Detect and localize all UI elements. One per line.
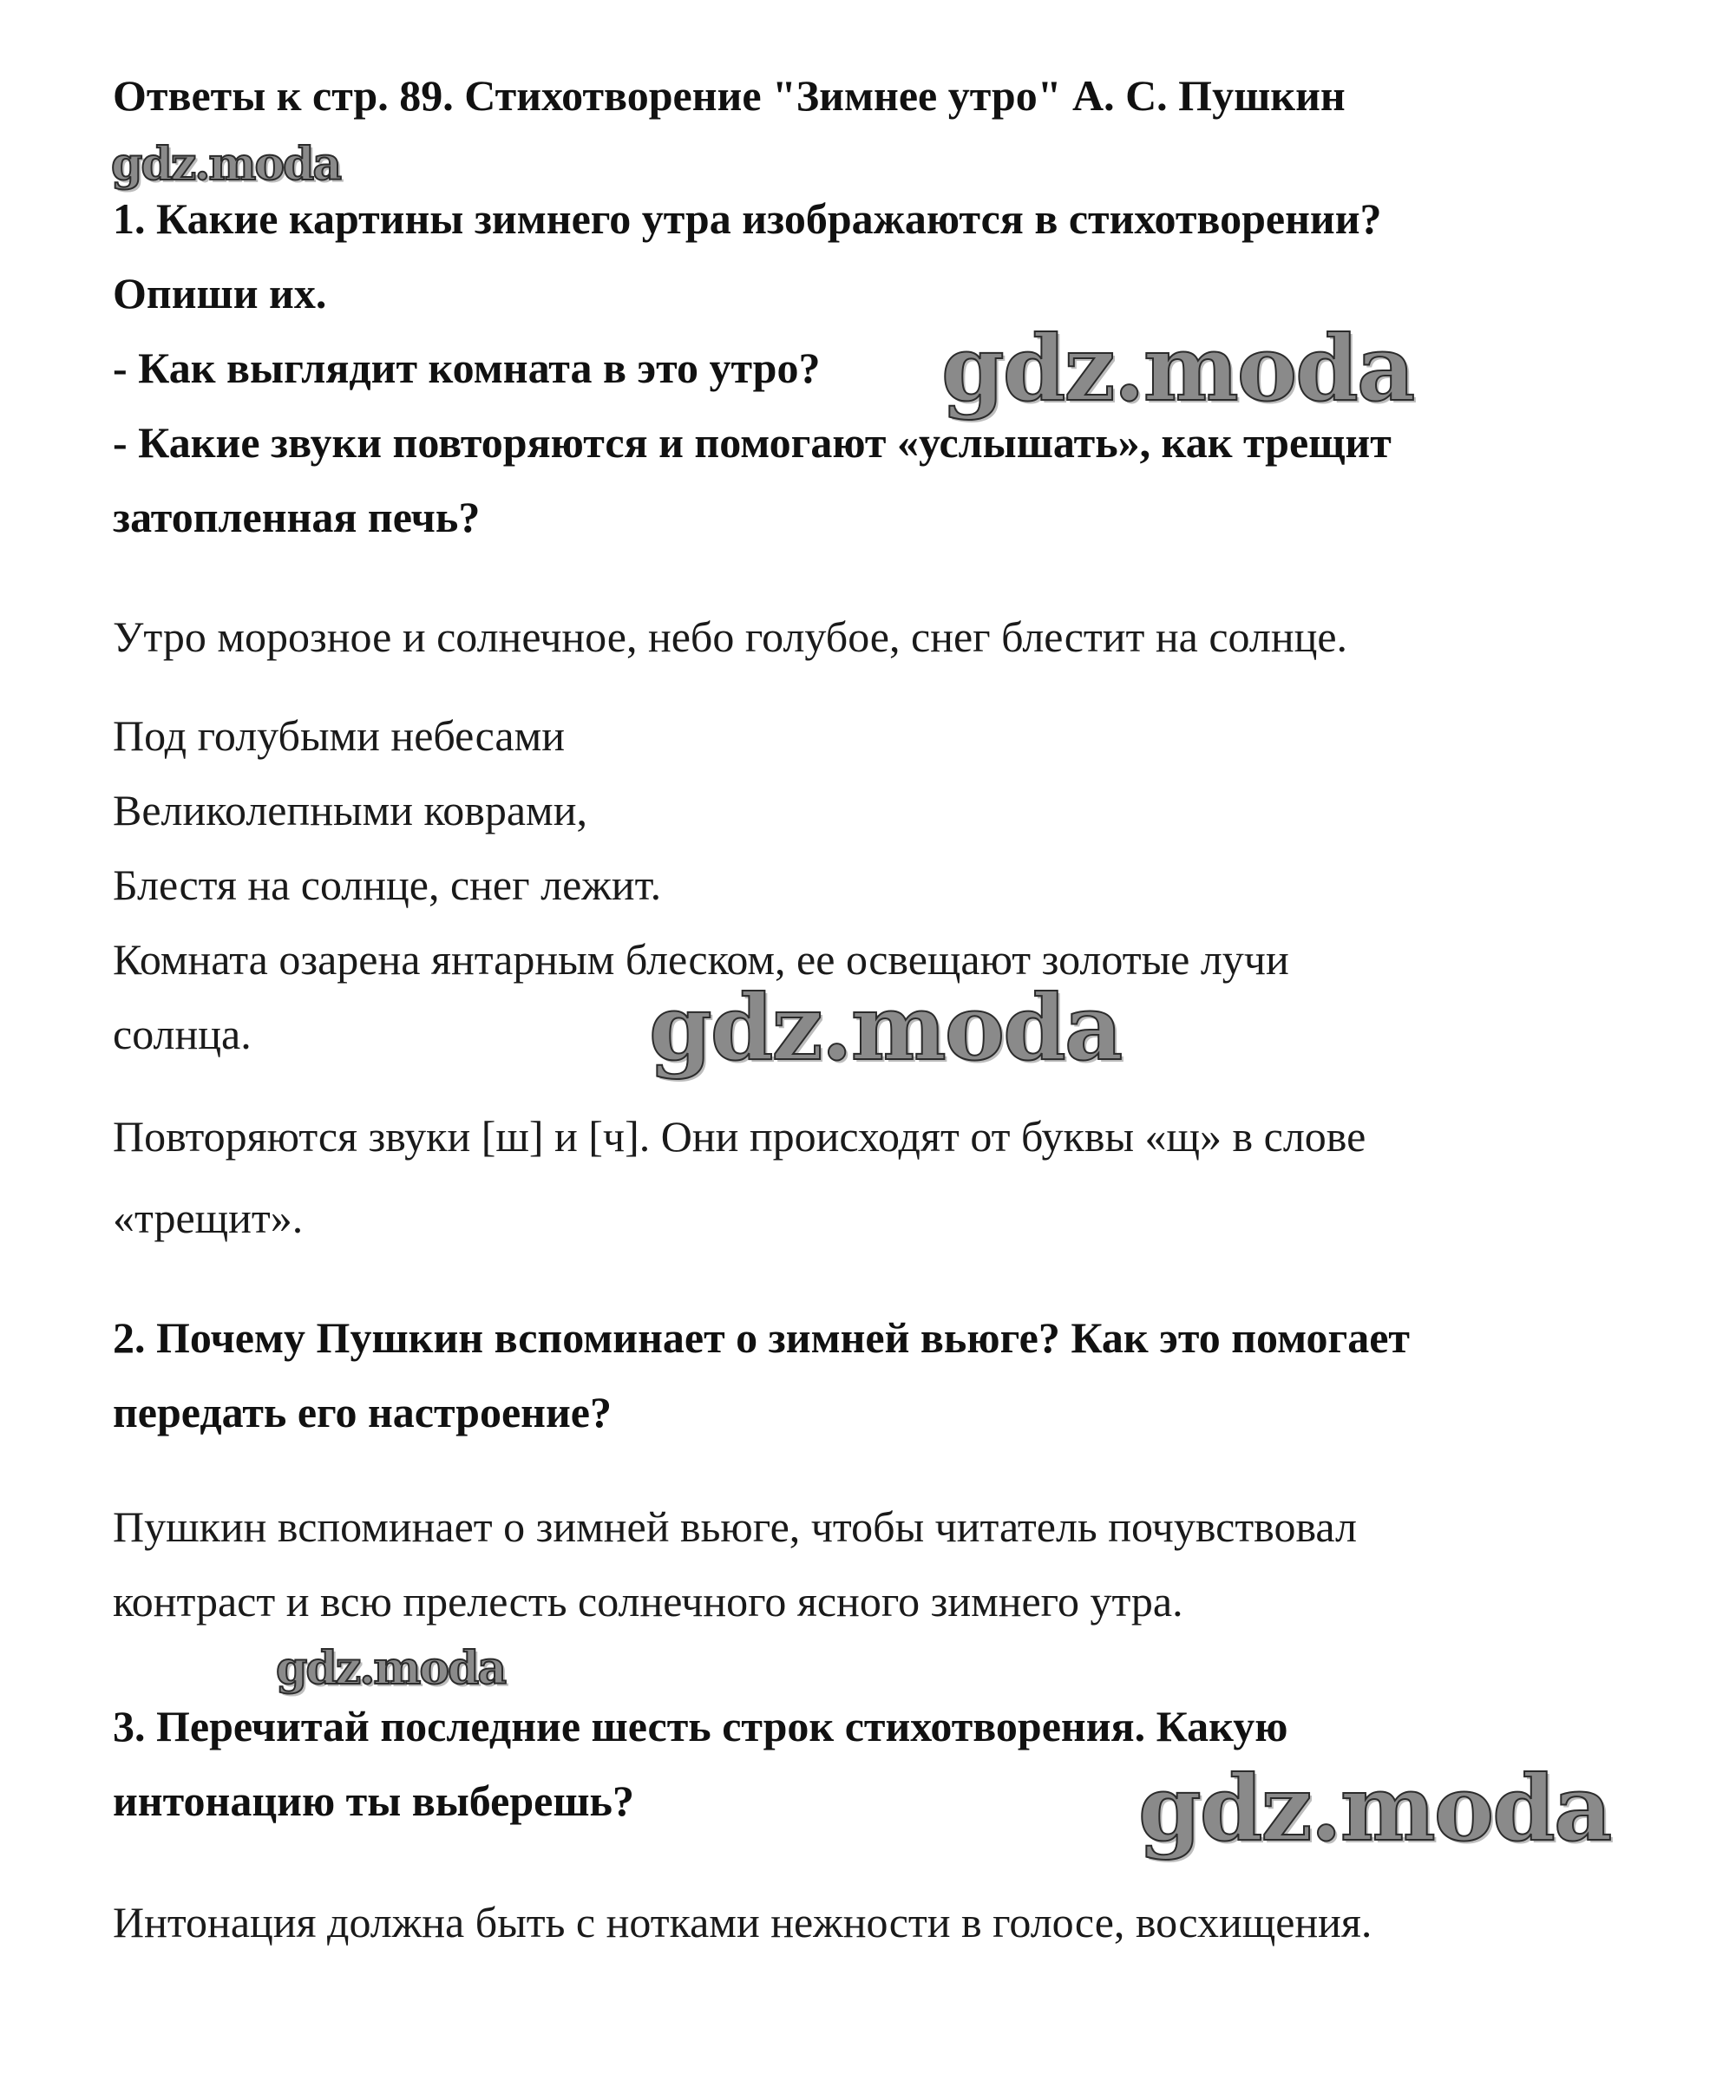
answer-1-line-1: Утро морозное и солнечное, небо голубое, снег блестит на солнце. [113,612,1348,661]
question-1-line-1: 1. Какие картины зимнего утра изображаются в стихотворении? [113,194,1382,243]
question-3-line-1: 3. Перечитай последние шесть строк стихотворения. Какую [113,1702,1288,1750]
question-1-line-2: Опиши их. [113,269,327,317]
answer-2-line-1: Пушкин вспоминает о зимней вьюге, чтобы читатель почувствовал [113,1502,1357,1551]
answer-2-line-2: контраст и всю прелесть солнечного ясного зимнего утра. [113,1577,1183,1626]
watermark-logo: gdz.moda [276,1642,506,1695]
watermark-logo: gdz.moda [111,138,341,191]
answer-1-line-2: Под голубыми небесами [113,711,565,760]
question-1-line-4: - Какие звуки повторяются и помогают «услышать», как трещит [113,418,1392,467]
watermark-logo: gdz.moda [649,974,1122,1081]
page-title: Ответы к стр. 89. Стихотворение "Зимнее утро" А. С. Пушкин [113,71,1346,120]
question-1-line-3: - Как выглядит комната в это утро? [113,343,821,392]
answer-3-line-1: Интонация должна быть с нотками нежности в голосе, восхищения. [113,1898,1372,1946]
answer-1-line-8: «трещит». [113,1194,304,1242]
answer-1-line-4: Блестя на солнце, снег лежит. [113,860,662,909]
question-2-line-1: 2. Почему Пушкин вспоминает о зимней вьюге? Как это помогает [113,1313,1410,1362]
question-3-line-2: интонацию ты выберешь? [113,1776,634,1825]
watermark-logo: gdz.moda [1138,1755,1611,1861]
answer-1-line-5: Комната озарена янтарным блеском, ее освещают золотые лучи [113,935,1289,984]
answer-1-line-3: Великолепными коврами, [113,786,587,834]
watermark-logo: gdz.moda [941,315,1414,422]
question-2-line-2: передать его настроение? [113,1388,612,1436]
answer-1-line-6: солнца. [113,1010,252,1058]
question-1-line-5: затопленная печь? [113,493,481,541]
answer-1-line-7: Повторяются звуки [ш] и [ч]. Они происходят от буквы «щ» в слове [113,1112,1366,1161]
